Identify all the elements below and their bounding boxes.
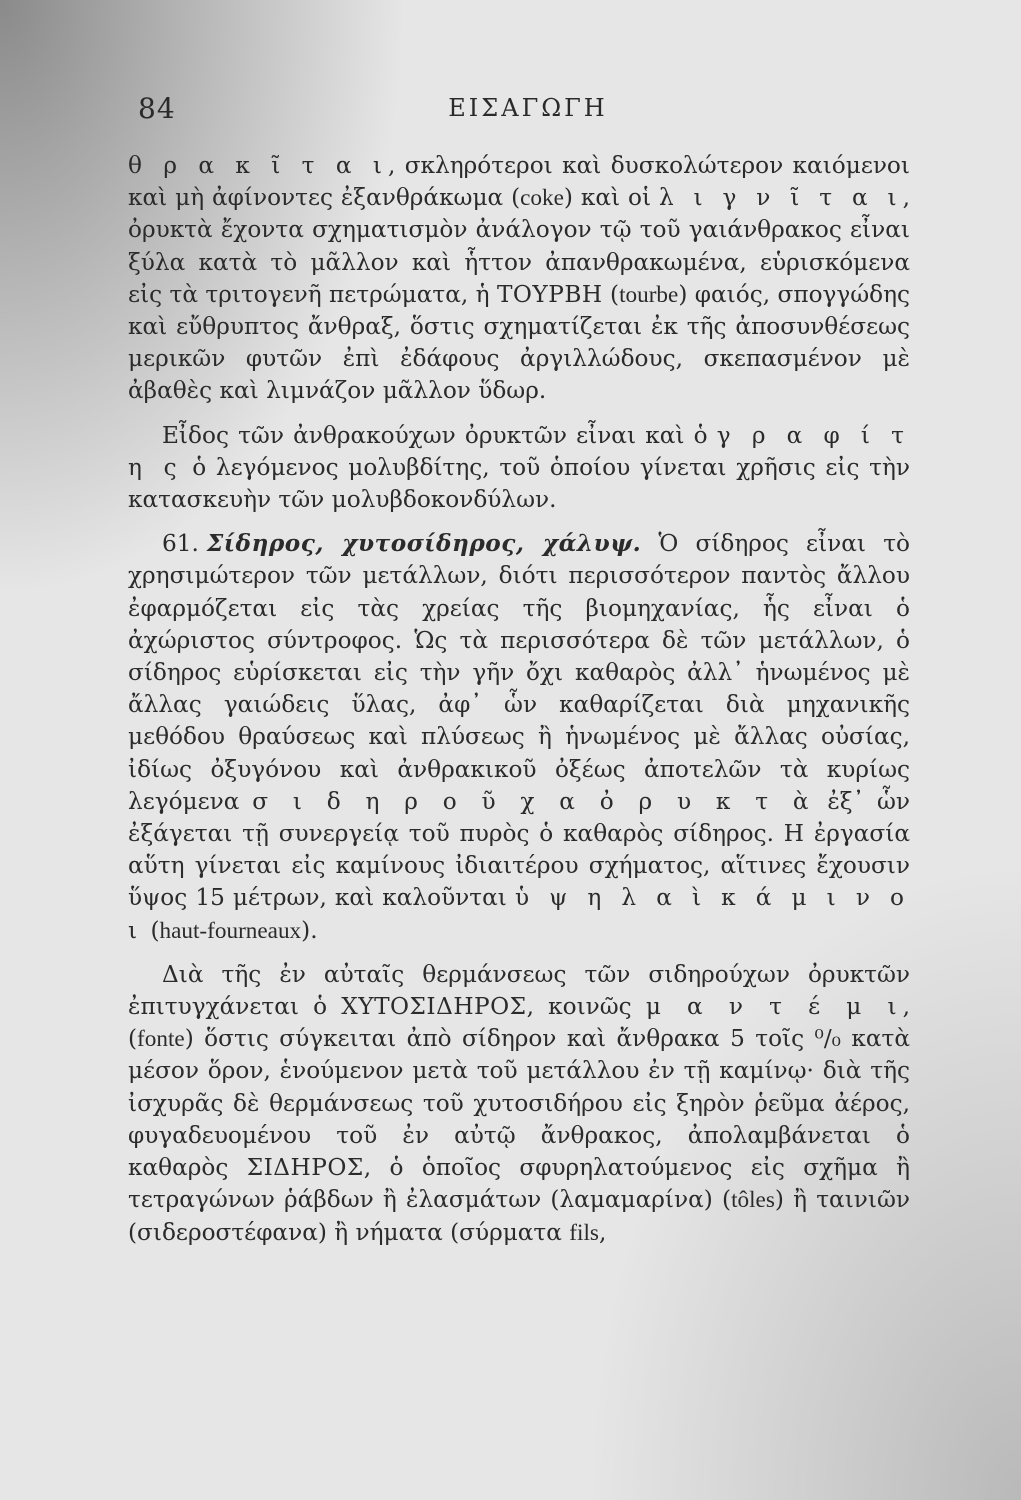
page-number: 84 [138, 92, 176, 125]
term-anthracite: θ ρ α κ ῖ τ α ι [128, 152, 388, 179]
foreign-term-toles: tôles [731, 1187, 775, 1214]
term-lignite: λ ι γ ν ῖ τ α ι [658, 184, 903, 212]
term-iron-ores: σ ι δ η ρ ο ῦ χ α ὀ ρ υ κ τ ὰ [252, 787, 815, 815]
paragraph-cast-iron [128, 959, 910, 1249]
running-head: ΕΙΣΑΓΩΓΗ [448, 94, 608, 122]
paragraph-graphite [128, 420, 910, 517]
text-run: Εἶδος τῶν ἀνθρακούχων ὀρυκτῶν εἶναι καὶ ὁ [162, 421, 717, 449]
text-run: , [598, 1218, 607, 1246]
text-run: ὁ λεγόμενος μολυβδίτης, τοῦ ὁποίου γίνεται χρῆσις εἰς τὴν κατασκευὴν τῶν μολυβδοκονδύλων. [128, 453, 910, 514]
text-run: ἐξ᾽ ὧν ἐξάγεται τῇ συνεργείᾳ τοῦ πυρὸς ὁ καθαρὸς σίδηρος. Η ἐργασία αὕτη γίνεται εἰς καμίνους ἰδιαιτέρου σχήματος, αἵτινες ἔχουσιν ὕψος 15 μέτρων, καὶ καλοῦνται [128, 787, 910, 912]
text-run: , ὀρυκτὰ ἔχοντα σχηματισμὸν ἀνάλογον τῷ τοῦ γαιάνθρακος εἶναι ξύλα κατὰ τὸ μᾶλλον καὶ ἧττον ἀπανθρακωμένα, εὑρισκόμενα εἰς τὰ τριτογενῆ πετρώματα, ἡ [128, 184, 910, 308]
foreign-term-coke: coke [520, 185, 564, 212]
text-run: ) ὅστις σύγκειται ἀπὸ σίδηρον καὶ ἄνθρακα 5 τοῖς ⁰/₀ κατὰ μέσον ὅρον, ἑνούμενον μετὰ τοῦ μετάλλου ἐν τῇ καμίνῳ· διὰ τῆς ἰσχυρᾶς δὲ θερμάνσεως τοῦ χυτοσιδήρου εἰς ξηρὸν ῥεῦμα ἀέρος, φυγαδευομένου τοῦ ἐν αὐτῷ ἄνθρακος, ἀπολαμβάνεται ὁ καθαρὸς [128, 1025, 910, 1182]
text-run: ) καὶ οἱ [563, 184, 659, 212]
section-heading: Σίδηρος, χυτοσίδηρος, χάλυψ. [206, 530, 642, 558]
foreign-term-fils: fils [569, 1219, 599, 1246]
body-text [128, 150, 910, 1249]
term-iron: ΣΙΔΗΡΟΣ [246, 1154, 364, 1182]
text-run: ( [602, 280, 620, 308]
text-run: ). [301, 916, 318, 944]
paragraph-lignite-peat [128, 150, 910, 408]
text-run: ) ἢ ταινιῶν (σιδεροστέφανα) ἢ νήματα (σύρματα [128, 1186, 910, 1246]
term-blast-furnaces: ὑ ψ η λ α ὶ κ ά μ ι ν ο ι [128, 884, 910, 944]
paragraph-section-61-iron [128, 528, 910, 947]
foreign-term-fonte: fonte [137, 1026, 185, 1053]
page-header [138, 92, 918, 128]
section-number: 61. [162, 530, 199, 558]
text-run: , ( [128, 993, 910, 1053]
text-run: ) φαιός, σπογγώδης καὶ εὔθρυπτος ἄνθραξ, ὅστις σχηματίζεται ἐκ τῆς ἀποσυνθέσεως μερικῶν φυτῶν ἐπὶ ἐδάφους ἀργιλλώδους, σκεπασμένον μὲ ἀβαθὲς καὶ λιμνάζον μᾶλλον ὕδωρ. [128, 280, 910, 405]
text-run: , ὁ ὁποῖος σφυρηλατούμενος εἰς σχῆμα ἢ τετραγώνων ῥάβδων ἢ ἐλασμάτων (λαμαμαρίνα) ( [128, 1154, 911, 1214]
foreign-term-tourbe: tourbe [619, 281, 679, 308]
term-peat: ΤΟΥΡΒΗ [496, 280, 603, 308]
text-run: , σκληρότεροι καὶ δυσκολώτερον καιόμενοι καὶ μὴ ἀφίνοντες ἐξανθράκωμα ( [128, 152, 910, 212]
term-graphite: γ ρ α φ ί τ η ς [128, 421, 910, 481]
text-run: Ὁ σίδηρος εἶναι τὸ χρησιμώτερον τῶν μετάλλων, διότι περισσότερον παντὸς ἄλλου ἐφαρμόζεται εἰς τὰς χρείας τῆς βιομηχανίας, ἧς εἶναι ὁ ἀχώριστος σύντροφος. Ὡς τὰ περισσότερα δὲ τῶν μετάλλων, ὁ σίδηρος εὑρίσκεται εἰς τὴν γῆν ὄχι καθαρὸς ἀλλ᾽ ἡνωμένος μὲ ἄλλας γαιώδεις ὕλας, ἀφ᾽ ὧν καθαρίζεται διὰ μηχανικῆς μεθόδου θραύσεως καὶ πλύσεως ἢ ἡνωμένος μὲ ἄλλας οὐσίας, ἰδίως ὀξυγόνου καὶ ἀνθρακικοῦ ὀξέως ἀποτελῶν τὰ κυρίως λεγόμενα [128, 530, 910, 815]
text-run: Διὰ τῆς ἐν αὐταῖς θερμάνσεως τῶν σιδηρούχων ὀρυκτῶν ἐπιτυγχάνεται ὁ [128, 960, 910, 1021]
text-run: ( [143, 916, 160, 944]
term-mantemi: μ α ν τ έ μ ι [645, 993, 903, 1021]
text-run: , κοινῶς [526, 993, 646, 1021]
term-cast-iron: ΧΥΤΟΣΙΔΗΡΟΣ [341, 993, 527, 1021]
foreign-term-haut-fourneaux: haut-fourneaux [159, 917, 302, 944]
